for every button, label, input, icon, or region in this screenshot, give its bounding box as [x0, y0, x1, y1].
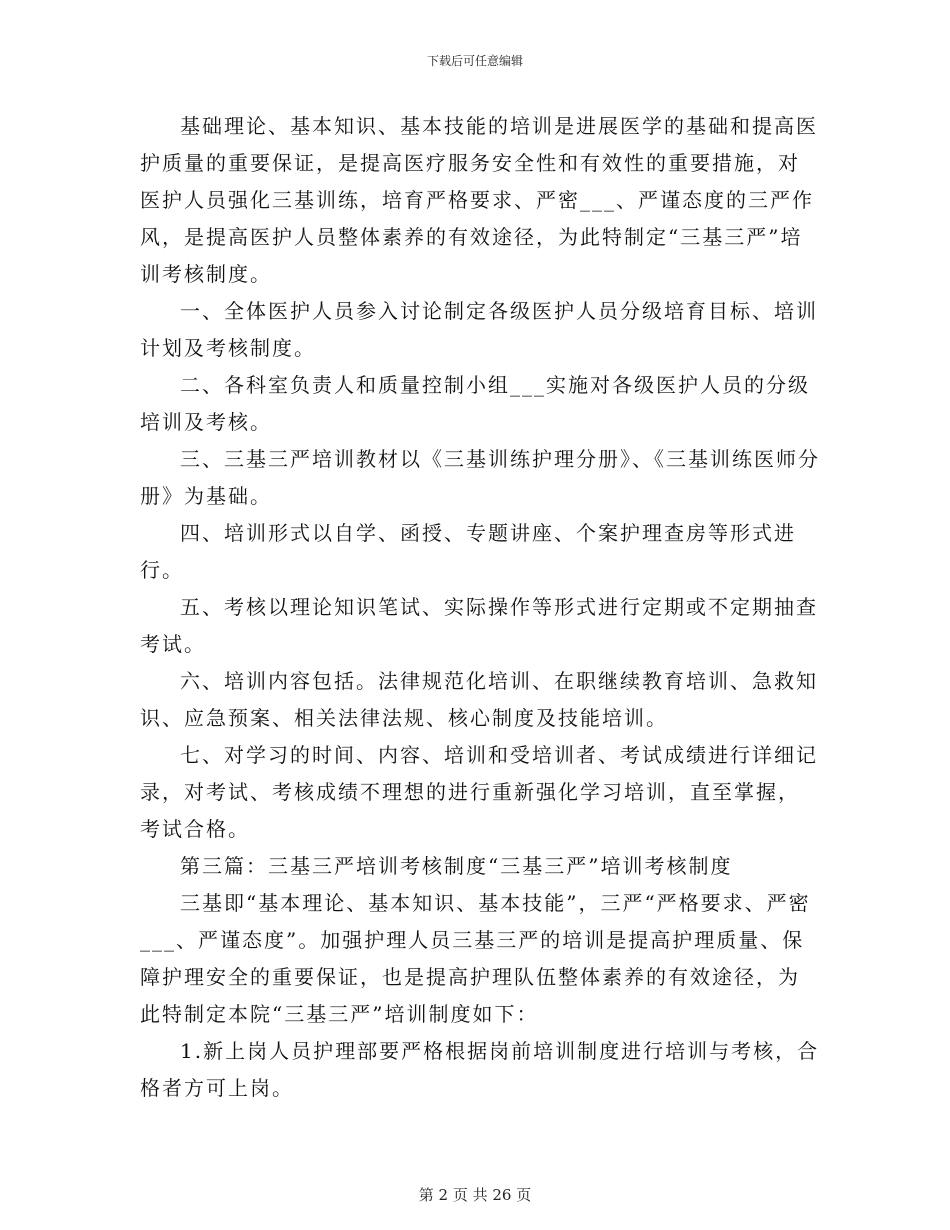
document-body [140, 108, 820, 1107]
paragraph-item-1: 一、全体医护人员参入讨论制定各级医护人员分级培育目标、培训计划及考核制度。 [140, 299, 818, 360]
page-footer: 第 2 页 共 26 页 [418, 1186, 532, 1204]
paragraph-section-intro: 三基即“基本理论、基本知识、基本技能”，三严“严格要求、严密___、严谨态度”。加强护理人员三基三严的培训是提高护理质量、保障护理安全的重要保证，也是提高护理队伍整体素养的有效途径，为此特制定本院“三基三严”培训制度如下： [140, 891, 811, 1026]
paragraph-rule-1: 1.新上岗人员护理部要严格根据岗前培训制度进行培训与考核，合格者方可上岗。 [140, 1039, 820, 1100]
paragraph-intro: 基础理论、基本知识、基本技能的培训是进展医学的基础和提高医护质量的重要保证，是提高医疗服务安全性和有效性的重要措施，对医护人员强化三基训练，培育严格要求、严密___、严谨态度的三严作风，是提高医护人员整体素养的有效途径，为此特制定“三基三严”培训考核制度。 [140, 114, 818, 286]
paragraph-item-5: 五、考核以理论知识笔试、实际操作等形式进行定期或不定期抽查考试。 [140, 595, 818, 656]
paragraph-item-7: 七、对学习的时间、内容、培训和受培训者、考试成绩进行详细记录，对考试、考核成绩不理想的进行重新强化学习培训，直至掌握，考试合格。 [140, 743, 818, 841]
page-header: 下载后可任意编辑 [426, 54, 523, 68]
paragraph-item-2: 二、各科室负责人和质量控制小组___实施对各级医护人员的分级培训及考核。 [140, 373, 810, 434]
section-heading: 第三篇：三基三严培训考核制度“三基三严”培训考核制度 [180, 854, 733, 878]
paragraph-item-6: 六、培训内容包括。法律规范化培训、在职继续教育培训、急救知识、应急预案、相关法律法规、核心制度及技能培训。 [140, 669, 818, 730]
paragraph-item-4: 四、培训形式以自学、函授、专题讲座、个案护理查房等形式进行。 [140, 521, 796, 582]
paragraph-item-3: 三、三基三严培训教材以《三基训练护理分册》、《三基训练医师分册》为基础。 [140, 447, 820, 508]
